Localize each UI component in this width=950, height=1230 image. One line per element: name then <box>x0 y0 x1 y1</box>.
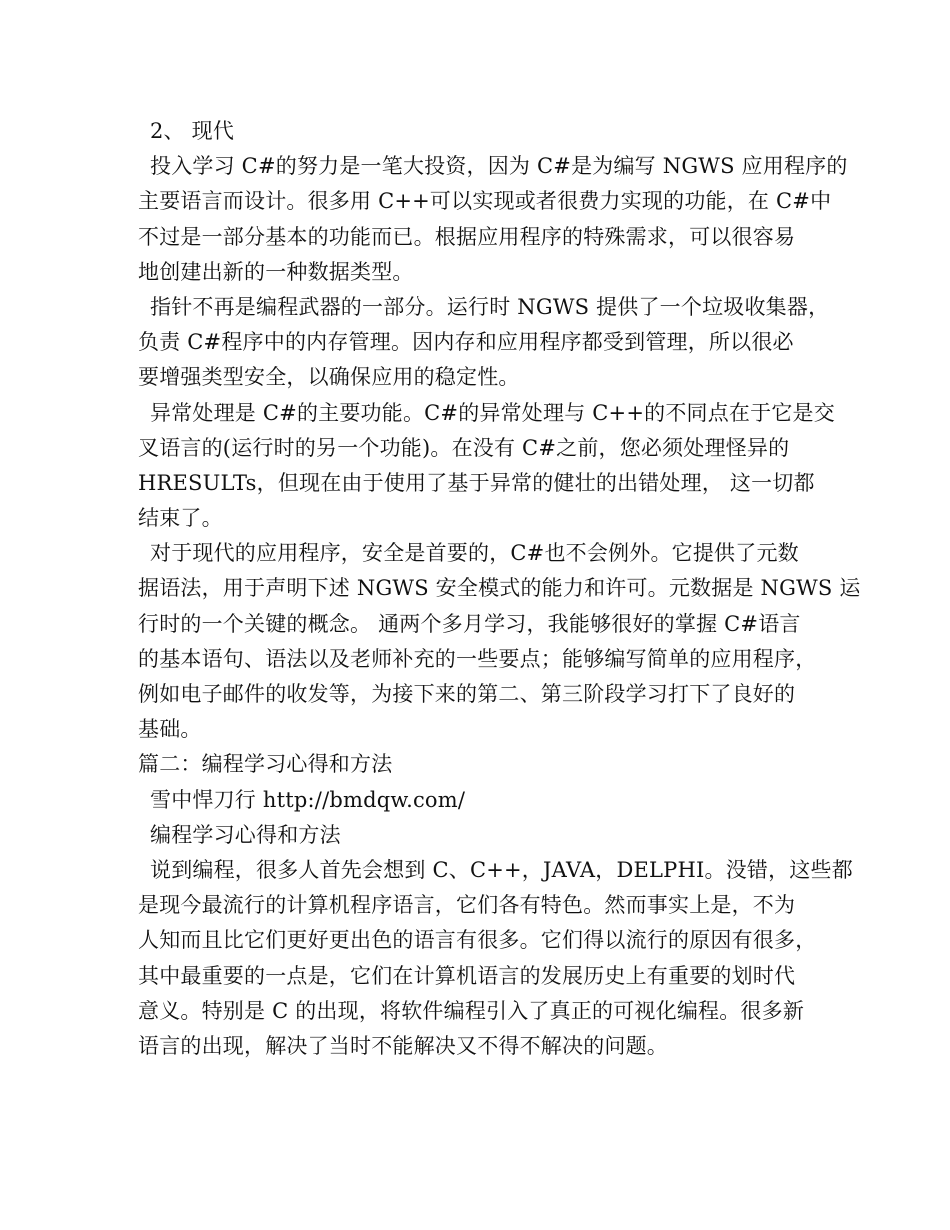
text-line: 篇二：编程学习心得和方法 <box>138 752 393 777</box>
text-line: 结束了。 <box>138 506 223 531</box>
text-line: 据语法，用于声明下述 NGWS 安全模式的能力和许可。元数据是 NGWS 运 <box>138 576 861 601</box>
text-line: 语言的出现，解决了当时不能解决又不得不解决的问题。 <box>138 1033 668 1058</box>
document-body <box>138 114 861 1064</box>
text-line: 说到编程，很多人首先会想到 C、C++，JAVA，DELPHI。没错，这些都 <box>150 857 853 882</box>
text-line: 是现今最流行的计算机程序语言，它们各有特色。然而事实上是，不为 <box>138 893 796 918</box>
text-line: 对于现代的应用程序，安全是首要的，C#也不会例外。它提供了元数 <box>150 541 799 566</box>
text-line: 雪中悍刀行 http://bmdqw.com/ <box>150 787 466 812</box>
text-line: 要增强类型安全，以确保应用的稳定性。 <box>138 365 520 390</box>
text-line: 的基本语句、语法以及老师补充的一些要点；能够编写简单的应用程序， <box>138 646 817 671</box>
text-line: 行时的一个关键的概念。 通两个多月学习，我能够很好的掌握 C#语言 <box>138 611 801 636</box>
text-line: 投入学习 C#的努力是一笔大投资，因为 C#是为编写 NGWS 应用程序的 <box>150 154 848 179</box>
text-line: HRESULTs，但现在由于使用了基于异常的健壮的出错处理， 这一切都 <box>138 470 815 495</box>
text-line: 负责 C#程序中的内存管理。因内存和应用程序都受到管理，所以很必 <box>138 330 794 355</box>
text-line: 指针不再是编程武器的一部分。运行时 NGWS 提供了一个垃圾收集器， <box>150 294 830 319</box>
text-line: 叉语言的(运行时的另一个功能)。在没有 C#之前，您必须处理怪异的 <box>138 435 790 460</box>
text-line: 地创建出新的一种数据类型。 <box>138 259 414 284</box>
text-line: 不过是一部分基本的功能而已。根据应用程序的特殊需求，可以很容易 <box>138 224 796 249</box>
text-line: 例如电子邮件的收发等，为接下来的第二、第三阶段学习打下了良好的 <box>138 682 796 706</box>
text-line: 异常处理是 C#的主要功能。C#的异常处理与 C++的不同点在于它是交 <box>150 400 835 425</box>
text-line: 2、 现代 <box>150 119 235 143</box>
text-line: 人知而且比它们更好更出色的语言有很多。它们得以流行的原因有很多， <box>138 928 817 953</box>
text-line: 编程学习心得和方法 <box>150 822 341 847</box>
text-line: 基础。 <box>138 717 202 742</box>
text-line: 主要语言而设计。很多用 C++可以实现或者很费力实现的功能，在 C#中 <box>138 189 832 214</box>
text-line: 其中最重要的一点是，它们在计算机语言的发展历史上有重要的划时代 <box>138 963 796 988</box>
text-line: 意义。特别是 C 的出现，将软件编程引入了真正的可视化编程。很多新 <box>138 998 805 1023</box>
